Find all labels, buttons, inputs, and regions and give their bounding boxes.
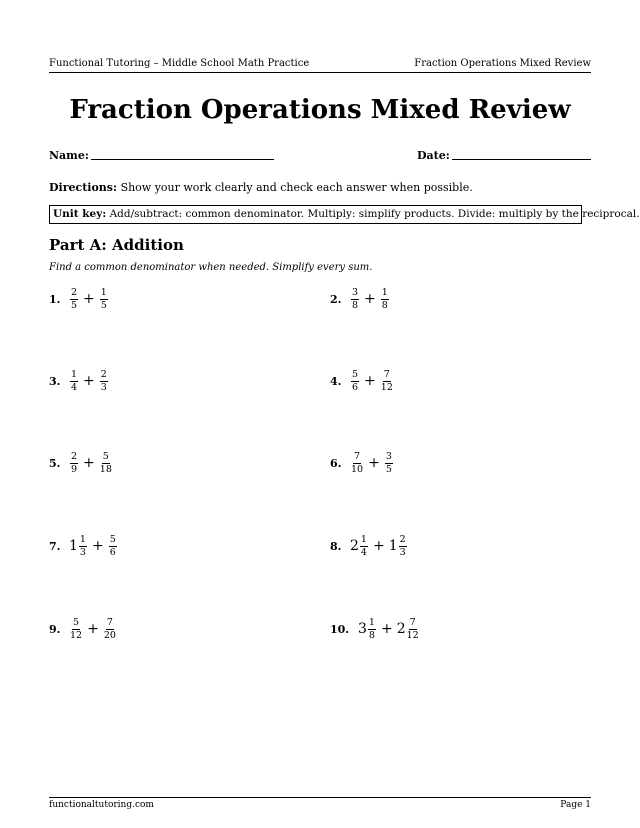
fraction	[351, 288, 359, 311]
problem-number: 2.	[330, 292, 342, 306]
name-label: Name:	[49, 149, 89, 162]
fraction	[368, 618, 376, 641]
unit-key-label: Unit key:	[53, 208, 107, 220]
fraction	[351, 452, 363, 475]
problem-number: 6.	[330, 456, 342, 470]
denominator: 3	[79, 546, 86, 558]
denominator: 8	[381, 299, 388, 311]
problem-number: 7.	[49, 539, 61, 553]
denominator: 20	[103, 629, 116, 641]
problem-expression	[69, 370, 109, 393]
numerator: 2	[399, 533, 406, 545]
plus-operator: +	[83, 373, 95, 389]
fraction	[351, 370, 359, 393]
numerator: 5	[102, 450, 109, 462]
whole-number: 2	[350, 538, 359, 554]
problem-number: 8.	[330, 539, 342, 553]
denominator: 3	[100, 381, 107, 393]
denominator: 12	[380, 381, 393, 393]
part-a-instruction: Find a common denominator when needed. Simplify every sum.	[49, 262, 373, 273]
unit-key-text: Add/subtract: common denominator. Multiply: simplify products. Divide: multiply by the reciprocal.	[109, 208, 640, 220]
problem-number: 9.	[49, 622, 61, 636]
fraction	[100, 288, 108, 311]
problem-number: 1.	[49, 292, 61, 306]
numerator: 1	[368, 616, 375, 628]
problem-item	[330, 370, 394, 392]
plus-operator: +	[91, 538, 104, 554]
problem-expression	[350, 370, 394, 393]
denominator: 12	[406, 629, 419, 641]
footer-right: Page 1	[560, 800, 591, 810]
denominator: 9	[71, 463, 78, 475]
denominator: 5	[71, 299, 78, 311]
footer-rule	[49, 797, 591, 798]
header-rule	[49, 72, 591, 73]
denominator: 5	[385, 463, 392, 475]
part-a-heading: Part A: Addition	[49, 236, 184, 254]
fraction	[381, 288, 389, 311]
problem-expression	[358, 618, 420, 641]
plus-operator: +	[372, 538, 385, 554]
fraction	[100, 452, 112, 475]
whole-number: 2	[396, 621, 406, 637]
fraction	[407, 618, 419, 641]
denominator: 6	[109, 546, 116, 558]
denominator: 5	[100, 299, 107, 311]
problem-expression	[69, 535, 118, 558]
problem-item	[330, 618, 420, 640]
plus-operator: +	[83, 455, 95, 471]
fraction	[385, 452, 393, 475]
fraction	[381, 370, 393, 393]
plus-operator: +	[83, 291, 95, 307]
fraction	[79, 535, 87, 558]
plus-operator: +	[368, 455, 380, 471]
denominator: 4	[360, 546, 367, 558]
numerator: 7	[383, 368, 390, 380]
numerator: 3	[352, 286, 359, 298]
problem-number: 5.	[49, 456, 61, 470]
denominator: 10	[351, 463, 364, 475]
problem-expression	[69, 288, 109, 311]
numerator: 3	[385, 450, 392, 462]
numerator: 1	[381, 286, 388, 298]
whole-number: 1	[69, 538, 78, 554]
denominator: 4	[71, 381, 78, 393]
numerator: 5	[73, 616, 80, 628]
name-line	[91, 159, 274, 160]
numerator: 2	[71, 286, 78, 298]
fraction	[104, 618, 116, 641]
directions	[49, 181, 473, 194]
fraction	[100, 370, 108, 393]
numerator: 5	[109, 533, 116, 545]
fraction	[70, 288, 78, 311]
whole-number: 1	[388, 538, 398, 554]
plus-operator: +	[87, 621, 99, 637]
problem-expression	[350, 452, 394, 475]
denominator: 18	[99, 463, 112, 475]
problem-item	[49, 288, 109, 310]
fraction	[70, 618, 82, 641]
problem-number: 3.	[49, 374, 61, 388]
date-label: Date:	[417, 149, 450, 162]
problem-item	[49, 370, 109, 392]
problem-number: 4.	[330, 374, 342, 388]
plus-operator: +	[364, 291, 376, 307]
directions-text: Show your work clearly and check each answer when possible.	[120, 181, 473, 194]
page-title: Fraction Operations Mixed Review	[69, 95, 571, 125]
problem-item	[49, 618, 117, 640]
problem-item	[330, 452, 394, 474]
numerator: 2	[71, 450, 78, 462]
problem-number: 10.	[330, 622, 350, 636]
numerator: 1	[100, 286, 107, 298]
problem-item	[49, 452, 113, 474]
denominator: 3	[399, 546, 406, 558]
problem-expression	[69, 452, 113, 475]
denominator: 6	[352, 381, 359, 393]
numerator: 1	[71, 368, 78, 380]
problem-item	[330, 288, 390, 310]
numerator: 7	[354, 450, 361, 462]
header-left: Functional Tutoring – Middle School Math Practice	[49, 58, 310, 69]
header-right: Fraction Operations Mixed Review	[414, 58, 591, 69]
numerator: 7	[409, 616, 416, 628]
date-line	[452, 159, 591, 160]
whole-number: 3	[358, 621, 367, 637]
fraction	[70, 452, 78, 475]
problem-item	[49, 535, 118, 557]
numerator: 7	[106, 616, 113, 628]
plus-operator: +	[380, 621, 393, 637]
footer-left: functionaltutoring.com	[49, 800, 154, 810]
numerator: 2	[100, 368, 107, 380]
fraction	[109, 535, 117, 558]
numerator: 5	[352, 368, 359, 380]
fraction	[399, 535, 407, 558]
numerator: 1	[360, 533, 367, 545]
denominator: 8	[352, 299, 359, 311]
denominator: 8	[368, 629, 375, 641]
directions-label: Directions:	[49, 181, 118, 194]
problem-expression	[69, 618, 117, 641]
plus-operator: +	[364, 373, 376, 389]
fraction	[70, 370, 78, 393]
problem-expression	[350, 535, 408, 558]
denominator: 12	[70, 629, 83, 641]
unit-key-box	[49, 205, 640, 224]
numerator: 1	[79, 533, 86, 545]
fraction	[360, 535, 368, 558]
problem-item	[330, 535, 408, 557]
problem-expression	[350, 288, 390, 311]
